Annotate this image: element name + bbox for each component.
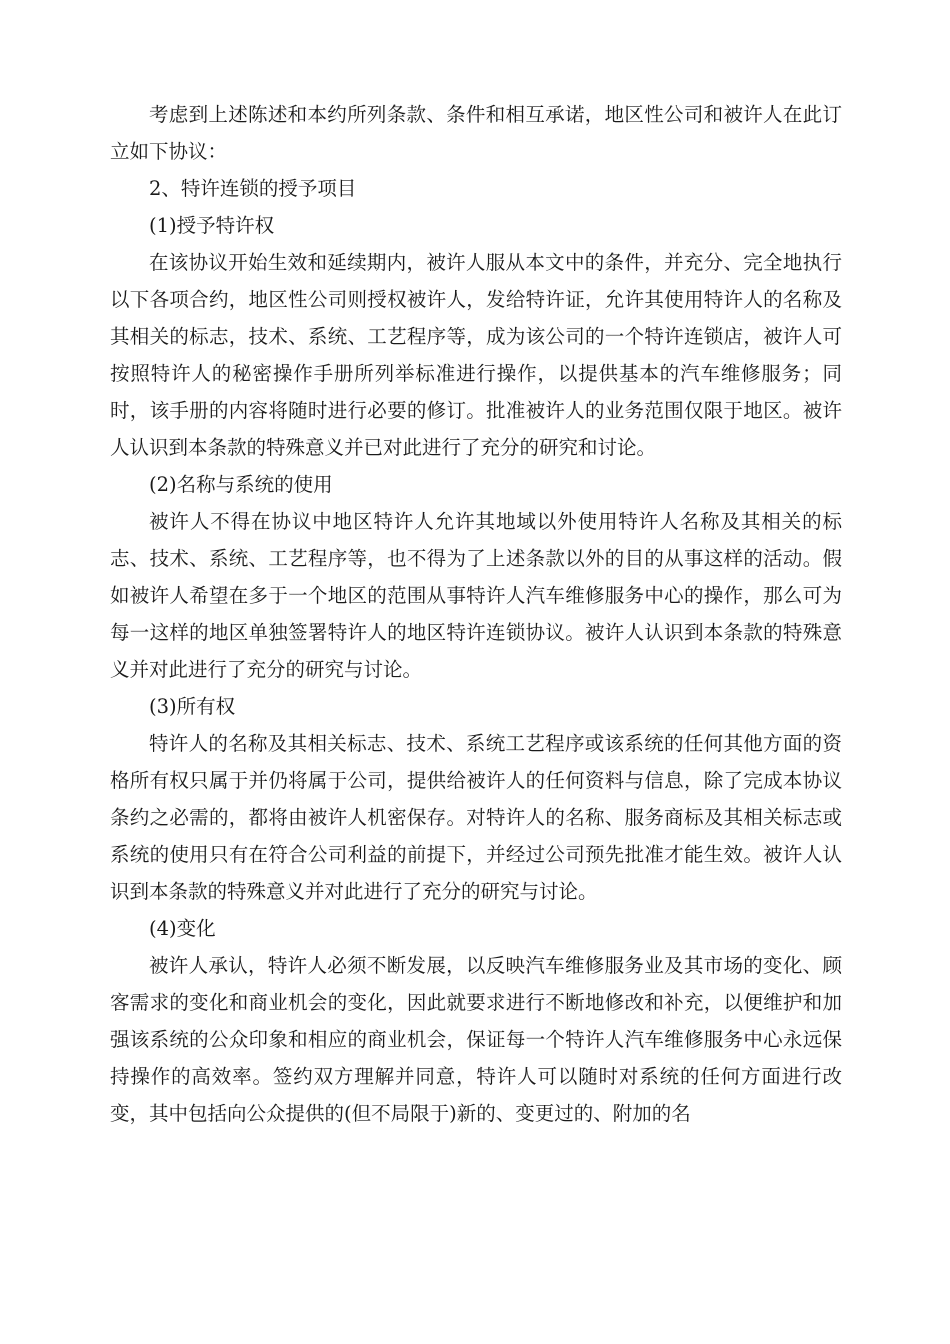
subsection-3-paragraph: 特许人的名称及其相关标志、技术、系统工艺程序或该系统的任何其他方面的资格所有权只属于并仍将属于公司，提供给被许人的任何资料与信息，除了完成本协议条约之必需的，都将由被许人机密保存。对特许人的名称、服务商标及其相关标志或系统的使用只有在符合公司利益的前提下，并经过公司预先批准才能生效。被许人认识到本条款的特殊意义并对此进行了充分的研究与讨论。 <box>110 732 842 903</box>
subsection-1-paragraph: 在该协议开始生效和延续期内，被许人服从本文中的条件，并充分、完全地执行以下各项合约，地区性公司则授权被许人，发给特许证，允许其使用特许人的名称及其相关的标志，技术、系统、工艺程序等，成为该公司的一个特许连锁店，被许人可按照特许人的秘密操作手册所列举标准进行操作，以提供基本的汽车维修服务；同时，该手册的内容将随时进行必要的修订。批准被许人的业务范围仅限于地区。被许人认识到本条款的特殊意义并已对此进行了充分的研究和讨论。 <box>110 251 842 459</box>
subsection-4-heading: (4)变化 <box>149 917 216 940</box>
section-2-heading: 2、特许连锁的授予项目 <box>149 177 357 200</box>
subsection-1-heading: (1)授予特许权 <box>149 214 275 237</box>
subsection-4-paragraph: 被许人承认，特许人必须不断发展，以反映汽车维修服务业及其市场的变化、顾客需求的变化和商业机会的变化，因此就要求进行不断地修改和补充，以便维护和加强该系统的公众印象和相应的商业机会，保证每一个特许人汽车维修服务中心永远保持操作的高效率。签约双方理解并同意，特许人可以随时对系统的任何方面进行改变，其中包括向公众提供的(但不局限于)新的、变更过的、附加的名 <box>110 954 842 1125</box>
subsection-2-heading: (2)名称与系统的使用 <box>149 473 333 496</box>
intro-paragraph: 考虑到上述陈述和本约所列条款、条件和相互承诺，地区性公司和被许人在此订立如下协议： <box>110 103 842 163</box>
subsection-2-paragraph: 被许人不得在协议中地区特许人允许其地域以外使用特许人名称及其相关的标志、技术、系统、工艺程序等，也不得为了上述条款以外的目的从事这样的活动。假如被许人希望在多于一个地区的范围从事特许人汽车维修服务中心的操作，那么可为每一这样的地区单独签署特许人的地区特许连锁协议。被许人认识到本条款的特殊意义并对此进行了充分的研究与讨论。 <box>110 510 842 681</box>
document-body <box>110 96 842 1132</box>
subsection-3-heading: (3)所有权 <box>149 695 236 718</box>
